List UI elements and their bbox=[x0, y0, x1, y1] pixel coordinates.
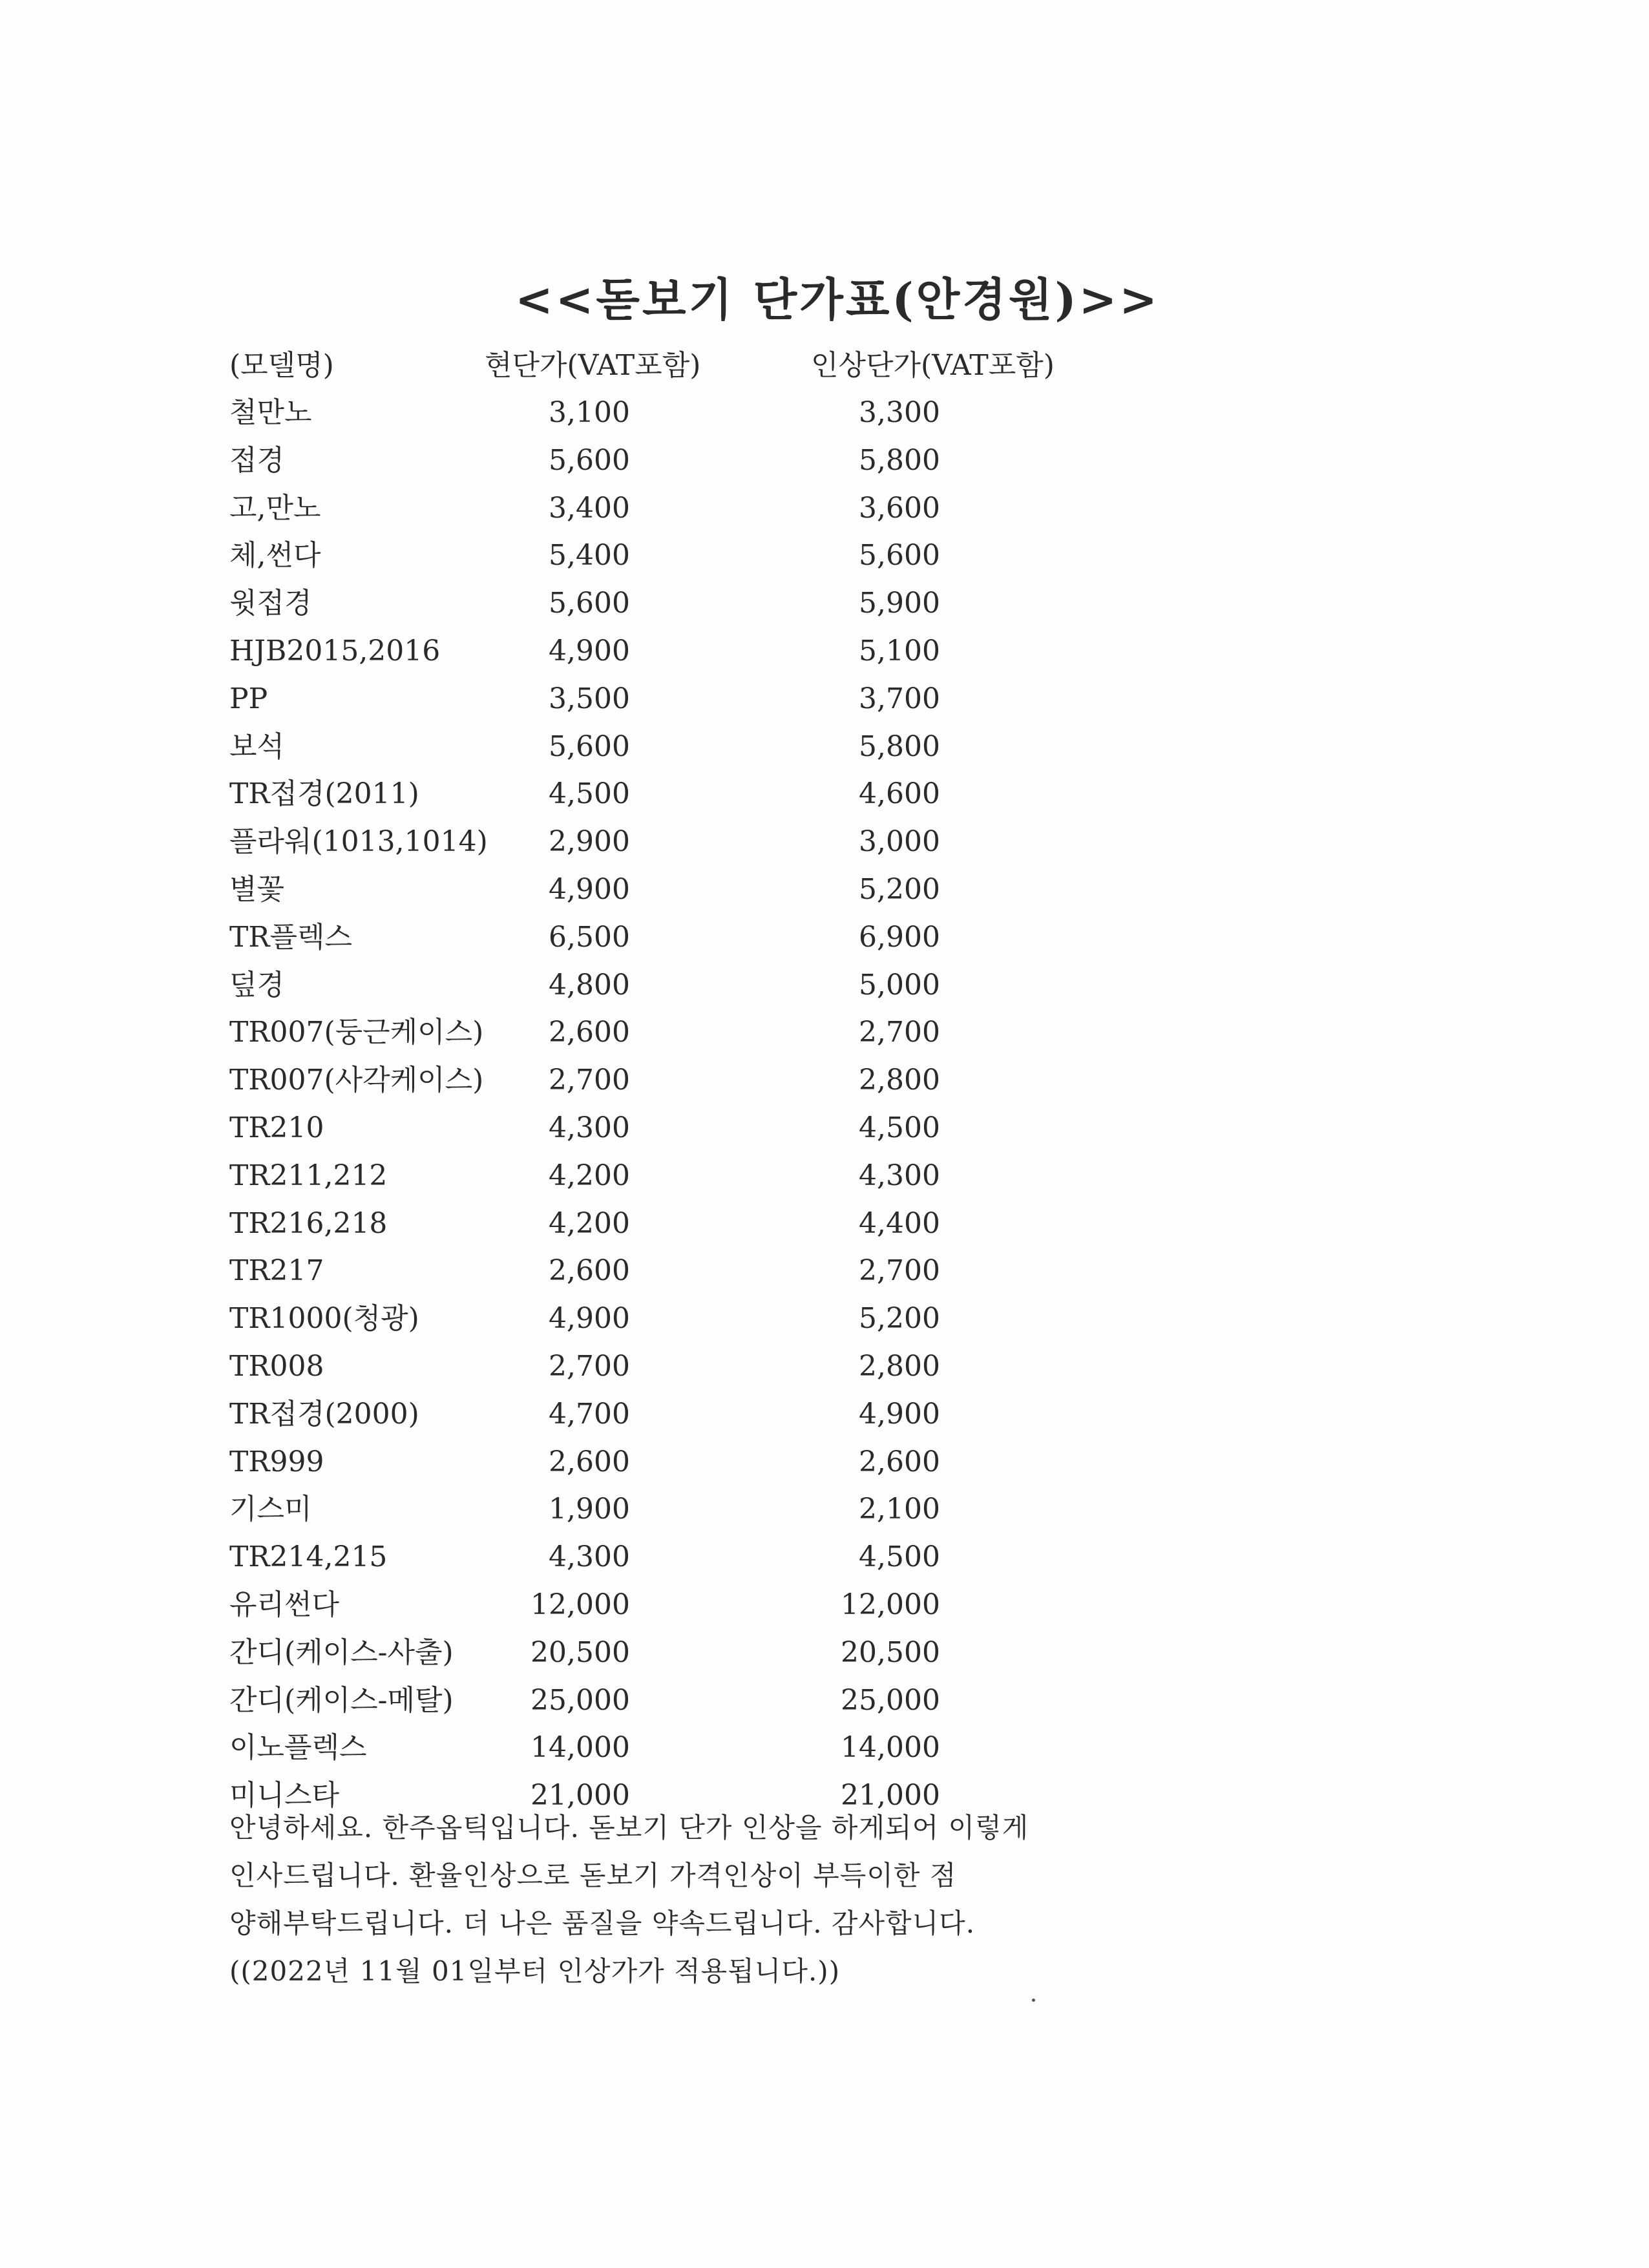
table-row bbox=[0, 1725, 1649, 1771]
row-model: TR접경(2011) bbox=[229, 777, 419, 810]
row-new-price: 3,600 bbox=[859, 492, 940, 525]
row-model: TR1000(청광) bbox=[229, 1302, 419, 1335]
table-row bbox=[0, 1057, 1649, 1104]
table-row bbox=[0, 628, 1649, 675]
row-new-price: 4,600 bbox=[859, 777, 940, 810]
row-new-price: 5,200 bbox=[859, 873, 940, 906]
table-row bbox=[0, 819, 1649, 865]
table-row bbox=[0, 580, 1649, 627]
row-current-price: 4,900 bbox=[549, 1302, 630, 1335]
row-model: TR214,215 bbox=[229, 1540, 388, 1573]
row-model: 이노플렉스 bbox=[229, 1731, 367, 1764]
table-row bbox=[0, 1439, 1649, 1486]
row-model: TR접경(2000) bbox=[229, 1398, 419, 1431]
row-model: TR008 bbox=[229, 1350, 324, 1383]
row-model: 미니스타 bbox=[229, 1779, 340, 1812]
table-row bbox=[0, 1248, 1649, 1294]
row-new-price: 2,700 bbox=[859, 1254, 940, 1287]
row-model: HJB2015,2016 bbox=[229, 635, 441, 667]
table-row bbox=[0, 1009, 1649, 1056]
table-row bbox=[0, 1153, 1649, 1199]
row-current-price: 21,000 bbox=[530, 1779, 630, 1812]
scan-speck bbox=[1032, 1999, 1035, 2002]
row-current-price: 4,300 bbox=[549, 1540, 630, 1573]
row-new-price: 12,000 bbox=[841, 1588, 940, 1621]
table-row bbox=[0, 771, 1649, 817]
table-row bbox=[0, 866, 1649, 913]
row-current-price: 4,200 bbox=[549, 1207, 630, 1240]
table-row bbox=[0, 1582, 1649, 1628]
row-new-price: 5,800 bbox=[859, 730, 940, 763]
row-current-price: 2,600 bbox=[549, 1016, 630, 1049]
row-new-price: 6,900 bbox=[859, 921, 940, 954]
row-current-price: 4,900 bbox=[549, 635, 630, 667]
row-current-price: 4,900 bbox=[549, 873, 630, 906]
table-row bbox=[0, 1677, 1649, 1724]
row-current-price: 4,700 bbox=[549, 1398, 630, 1431]
row-model: 간디(케이스-사출) bbox=[229, 1636, 454, 1669]
row-new-price: 2,800 bbox=[859, 1064, 940, 1097]
table-row bbox=[0, 724, 1649, 770]
row-current-price: 3,500 bbox=[549, 682, 630, 715]
row-new-price: 2,600 bbox=[859, 1445, 940, 1478]
table-row bbox=[0, 1343, 1649, 1390]
row-new-price: 5,900 bbox=[859, 587, 940, 620]
row-model: TR007(사각케이스) bbox=[229, 1064, 484, 1097]
row-model: 별꽃 bbox=[229, 873, 285, 906]
row-current-price: 3,100 bbox=[549, 396, 630, 429]
table-row bbox=[0, 914, 1649, 961]
row-new-price: 4,400 bbox=[859, 1207, 940, 1240]
row-current-price: 5,600 bbox=[549, 730, 630, 763]
row-new-price: 5,800 bbox=[859, 444, 940, 477]
row-model: 간디(케이스-메탈) bbox=[229, 1684, 454, 1717]
row-current-price: 2,600 bbox=[549, 1445, 630, 1478]
page-title: <<돋보기 단가표(안경원)>> bbox=[515, 273, 1160, 326]
notice-line: ((2022년 11월 01일부터 인상가가 적용됩니다.)) bbox=[229, 1955, 841, 1987]
row-current-price: 4,500 bbox=[549, 777, 630, 810]
row-model: 고,만노 bbox=[229, 492, 321, 525]
row-model: TR플렉스 bbox=[229, 921, 352, 954]
table-row bbox=[0, 962, 1649, 1009]
row-model: TR999 bbox=[229, 1445, 324, 1478]
notice-text bbox=[229, 1804, 1134, 1995]
row-current-price: 2,700 bbox=[549, 1350, 630, 1383]
notice-line: 안녕하세요. 한주옵틱입니다. 돋보기 단가 인상을 하게되어 이렇게 bbox=[229, 1812, 1029, 1843]
table-row bbox=[0, 437, 1649, 484]
table-row bbox=[0, 1630, 1649, 1676]
row-model: TR217 bbox=[229, 1254, 324, 1287]
table-row bbox=[0, 1296, 1649, 1342]
row-current-price: 14,000 bbox=[530, 1731, 630, 1764]
table-header bbox=[0, 342, 1649, 389]
table-row bbox=[0, 676, 1649, 722]
row-model: PP bbox=[229, 682, 268, 715]
row-new-price: 2,800 bbox=[859, 1350, 940, 1383]
table-row bbox=[0, 1391, 1649, 1438]
row-new-price: 5,200 bbox=[859, 1302, 940, 1335]
table-row bbox=[0, 1534, 1649, 1580]
row-new-price: 21,000 bbox=[841, 1779, 940, 1812]
row-model: 유리썬다 bbox=[229, 1588, 340, 1621]
row-model: 기스미 bbox=[229, 1493, 312, 1526]
row-current-price: 4,300 bbox=[549, 1111, 630, 1144]
row-current-price: 1,900 bbox=[549, 1493, 630, 1526]
row-current-price: 4,800 bbox=[549, 969, 630, 1002]
notice-line: 양해부탁드립니다. 더 나은 품질을 약속드립니다. 감사합니다. bbox=[229, 1907, 976, 1939]
header-model: (모델명) bbox=[229, 349, 334, 382]
row-new-price: 5,600 bbox=[859, 539, 940, 572]
row-new-price: 4,500 bbox=[859, 1540, 940, 1573]
row-model: 접경 bbox=[229, 444, 285, 477]
row-new-price: 25,000 bbox=[841, 1684, 940, 1717]
row-model: 체,썬다 bbox=[229, 539, 321, 572]
row-new-price: 4,500 bbox=[859, 1111, 940, 1144]
row-model: 철만노 bbox=[229, 396, 312, 429]
table-row bbox=[0, 1201, 1649, 1247]
row-model: 플라워(1013,1014) bbox=[229, 825, 488, 858]
row-new-price: 3,000 bbox=[859, 825, 940, 858]
row-current-price: 2,700 bbox=[549, 1064, 630, 1097]
row-current-price: 20,500 bbox=[530, 1636, 630, 1669]
row-new-price: 4,300 bbox=[859, 1159, 940, 1192]
row-current-price: 5,400 bbox=[549, 539, 630, 572]
row-new-price: 2,100 bbox=[859, 1493, 940, 1526]
row-model: 보석 bbox=[229, 730, 285, 763]
row-new-price: 4,900 bbox=[859, 1398, 940, 1431]
row-model: 윗접경 bbox=[229, 587, 312, 620]
table-row bbox=[0, 1486, 1649, 1533]
row-new-price: 3,300 bbox=[859, 396, 940, 429]
row-model: TR007(둥근케이스) bbox=[229, 1016, 484, 1049]
row-current-price: 4,200 bbox=[549, 1159, 630, 1192]
row-current-price: 3,400 bbox=[549, 492, 630, 525]
row-current-price: 5,600 bbox=[549, 587, 630, 620]
header-current-price: 현단가(VAT포함) bbox=[485, 349, 701, 382]
row-model: 덮경 bbox=[229, 969, 285, 1002]
row-current-price: 2,900 bbox=[549, 825, 630, 858]
row-new-price: 20,500 bbox=[841, 1636, 940, 1669]
row-current-price: 25,000 bbox=[530, 1684, 630, 1717]
header-new-price: 인상단가(VAT포함) bbox=[811, 349, 1055, 382]
row-model: TR216,218 bbox=[229, 1207, 388, 1240]
row-current-price: 6,500 bbox=[549, 921, 630, 954]
row-new-price: 3,700 bbox=[859, 682, 940, 715]
row-model: TR210 bbox=[229, 1111, 324, 1144]
notice-line: 인사드립니다. 환율인상으로 돋보기 가격인상이 부득이한 점 bbox=[229, 1860, 957, 1891]
row-new-price: 5,100 bbox=[859, 635, 940, 667]
table-row bbox=[0, 532, 1649, 579]
row-new-price: 2,700 bbox=[859, 1016, 940, 1049]
table-row bbox=[0, 485, 1649, 532]
table-row bbox=[0, 390, 1649, 436]
row-current-price: 5,600 bbox=[549, 444, 630, 477]
row-new-price: 5,000 bbox=[859, 969, 940, 1002]
row-model: TR211,212 bbox=[229, 1159, 388, 1192]
row-current-price: 2,600 bbox=[549, 1254, 630, 1287]
row-current-price: 12,000 bbox=[530, 1588, 630, 1621]
row-new-price: 14,000 bbox=[841, 1731, 940, 1764]
table-row bbox=[0, 1105, 1649, 1151]
